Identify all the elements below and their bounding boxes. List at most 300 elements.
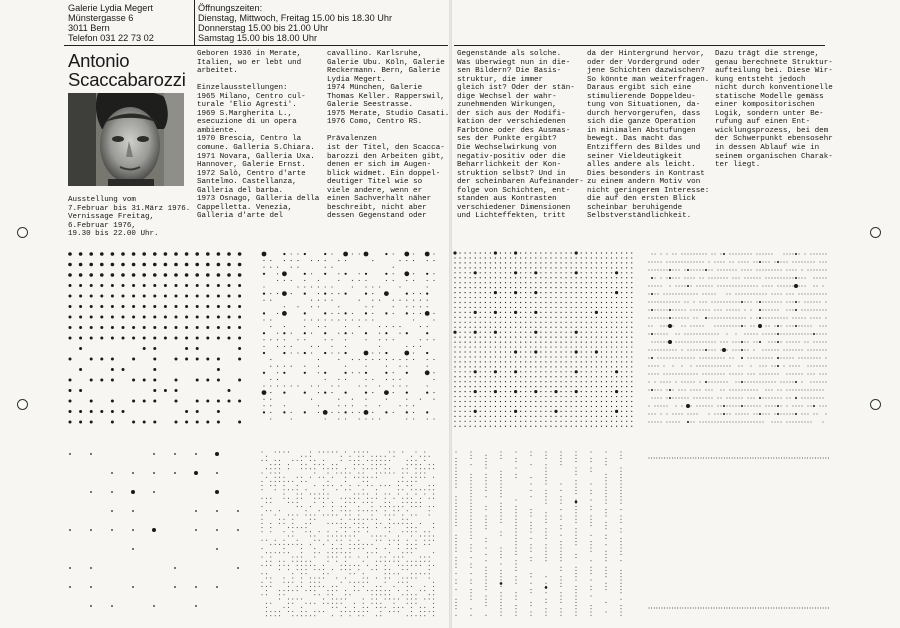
pattern-dot <box>143 284 146 287</box>
pattern-dot <box>394 603 395 604</box>
pattern-dot <box>376 460 377 461</box>
pattern-dot <box>596 401 597 402</box>
pattern-dot <box>270 473 271 474</box>
pattern-dot <box>341 506 342 507</box>
hours-line: Dienstag, Mittwoch, Freitag 15.00 bis 18.30 Uhr <box>198 13 393 23</box>
pattern-dot <box>748 334 749 335</box>
pattern-dot <box>550 411 551 412</box>
pattern-dot <box>712 318 713 319</box>
pattern-dot <box>490 361 491 362</box>
pattern-dot <box>606 576 607 577</box>
pattern-dot <box>367 611 368 612</box>
pattern-dot <box>561 586 562 587</box>
pattern-dot <box>385 510 386 511</box>
pattern-dot <box>601 366 602 367</box>
pattern-dot <box>365 306 366 307</box>
pattern-dot <box>283 253 285 255</box>
pattern-dot <box>480 396 481 397</box>
pattern-dot <box>520 337 521 338</box>
pattern-dot <box>465 381 466 382</box>
pattern-dot <box>350 615 351 616</box>
pattern-dot <box>367 531 368 532</box>
pattern-dot <box>621 471 622 472</box>
pattern-dot <box>591 411 592 412</box>
pattern-dot <box>700 398 701 399</box>
pattern-dot <box>328 485 329 486</box>
pattern-dot <box>359 412 360 413</box>
pattern-dot <box>545 282 546 283</box>
pattern-dot <box>470 317 471 318</box>
pattern-dot <box>520 361 521 362</box>
pattern-dot <box>475 406 476 407</box>
pattern-dot <box>742 422 743 423</box>
pattern-dot <box>659 458 660 459</box>
pattern-dot <box>505 337 506 338</box>
pattern-dot <box>323 515 324 516</box>
pattern-dot <box>695 608 696 609</box>
pattern-dot <box>490 346 491 347</box>
pattern-dot <box>480 342 481 343</box>
pattern-dot <box>546 583 547 584</box>
pattern-dot <box>485 277 486 278</box>
pattern-dot <box>790 278 791 279</box>
pattern-dot <box>367 481 368 482</box>
pattern-dot <box>365 392 367 394</box>
pattern-dot <box>712 286 713 287</box>
pattern-dot <box>153 263 157 267</box>
pattern-dot <box>757 406 758 407</box>
pattern-dot <box>655 262 656 263</box>
pattern-dot <box>501 580 502 581</box>
pattern-dot <box>576 605 577 606</box>
pattern-dot <box>745 350 746 351</box>
pattern-dot <box>682 374 683 375</box>
pattern-dot <box>571 426 572 427</box>
pattern-dot <box>576 356 577 357</box>
pattern-dot <box>505 381 506 382</box>
pattern-dot <box>292 599 293 600</box>
pattern-dot <box>781 608 782 609</box>
pattern-dot <box>319 510 320 511</box>
pattern-dot <box>682 414 683 415</box>
pattern-dot <box>679 358 680 359</box>
pattern-dot <box>206 295 209 298</box>
pattern-dot <box>386 366 387 367</box>
pattern-dot <box>721 414 722 415</box>
pattern-dot <box>530 342 531 343</box>
pattern-dot <box>402 468 403 469</box>
pattern-dot <box>490 342 491 343</box>
pattern-dot <box>367 552 368 553</box>
pattern-dot <box>673 318 674 319</box>
pattern-dot <box>545 277 546 278</box>
pattern-dot <box>727 294 728 295</box>
pattern-dot <box>621 548 622 549</box>
pattern-dot <box>535 327 536 328</box>
pattern-dot <box>318 306 319 307</box>
pattern-dot <box>571 401 572 402</box>
pattern-dot <box>238 252 242 256</box>
pattern-dot <box>626 426 627 427</box>
pattern-dot <box>601 292 602 293</box>
pattern-dot <box>490 332 491 333</box>
pattern-dot <box>470 351 471 352</box>
pattern-dot <box>318 405 319 406</box>
pattern-dot <box>606 411 607 412</box>
pattern-dot <box>694 318 695 319</box>
pattern-dot <box>817 398 818 399</box>
pattern-dot <box>814 262 815 263</box>
pattern-dot <box>237 567 239 569</box>
pattern-dot <box>89 252 93 256</box>
pattern-dot <box>591 458 592 459</box>
pattern-dot <box>525 282 526 283</box>
pattern-dot <box>727 334 728 335</box>
pattern-dot <box>516 554 517 555</box>
pattern-dot <box>596 332 597 333</box>
pattern-dot <box>677 608 678 609</box>
pattern-dot <box>586 277 587 278</box>
pattern-dot <box>402 477 403 478</box>
pattern-dot <box>394 557 395 558</box>
pattern-dot <box>282 291 287 296</box>
pattern-dot <box>288 468 289 469</box>
pattern-dot <box>206 421 209 424</box>
pattern-dot <box>174 252 178 256</box>
pattern-dot <box>561 509 562 510</box>
pattern-dot <box>490 292 491 293</box>
pattern-dot <box>367 557 368 558</box>
pattern-dot <box>277 313 278 314</box>
pattern-dot <box>545 351 546 352</box>
pattern-dot <box>525 267 526 268</box>
pattern-dot <box>314 611 315 612</box>
pattern-dot <box>314 494 315 495</box>
pattern-dot <box>217 358 220 361</box>
pattern-dot <box>319 586 320 587</box>
pattern-dot <box>413 260 414 261</box>
pattern-dot <box>424 536 425 537</box>
pattern-dot <box>490 421 491 422</box>
pattern-dot <box>566 401 567 402</box>
pattern-dot <box>262 485 263 486</box>
pattern-dot <box>416 565 417 566</box>
pattern-dot <box>700 254 701 255</box>
pattern-dot <box>808 406 809 407</box>
pattern-dot <box>576 586 577 587</box>
hours-line: Donnerstag 15.00 bis 21.00 Uhr <box>198 23 329 33</box>
pattern-dot <box>314 473 315 474</box>
pattern-dot <box>345 366 346 367</box>
pattern-dot <box>759 341 761 343</box>
pattern-dot <box>796 374 797 375</box>
pattern-dot <box>751 318 752 319</box>
pattern-dot <box>820 318 821 319</box>
pattern-dot <box>385 607 386 608</box>
pattern-dot <box>787 310 788 311</box>
pattern-dot <box>795 309 797 311</box>
pattern-dot <box>596 376 597 377</box>
pattern-dot <box>758 608 759 609</box>
pattern-dot <box>596 272 597 273</box>
pattern-dot <box>475 267 476 268</box>
pattern-dot <box>284 485 285 486</box>
pattern-dot <box>90 316 93 319</box>
text-line: turale 'Elio Agresti'. <box>197 101 297 110</box>
pattern-dot <box>811 326 812 327</box>
pattern-dot <box>676 414 677 415</box>
pattern-dot <box>266 460 267 461</box>
pattern-dot <box>363 519 364 520</box>
pattern-dot <box>350 582 351 583</box>
pattern-dot <box>721 374 722 375</box>
pattern-dot <box>515 381 516 382</box>
text-line: 1975 Merate, Studio Casati. <box>327 109 450 118</box>
pattern-dot <box>501 612 502 613</box>
pattern-dot <box>288 452 289 453</box>
pattern-dot <box>700 422 701 423</box>
pattern-dot <box>810 608 811 609</box>
pattern-dot <box>685 278 686 279</box>
pattern-dot <box>566 386 567 387</box>
pattern-dot <box>530 416 531 417</box>
pattern-dot <box>676 254 677 255</box>
text-line: cavallino. Karlsruhe, <box>327 50 423 58</box>
pattern-dot <box>591 361 592 362</box>
pattern-dot <box>540 386 541 387</box>
text-line: Selbstverständlichkeit. <box>587 212 692 221</box>
pattern-dot <box>297 494 298 495</box>
pattern-dot <box>688 334 689 335</box>
pattern-dot <box>324 352 326 354</box>
text-line: 6.Februar 1976, <box>68 221 136 230</box>
pattern-dot <box>332 594 333 595</box>
pattern-dot <box>407 494 408 495</box>
pattern-dot <box>143 305 146 308</box>
pattern-dot <box>406 405 407 406</box>
pattern-dot <box>606 337 607 338</box>
pattern-dot <box>365 372 367 374</box>
pattern-dot <box>354 544 355 545</box>
pattern-dot <box>694 262 695 263</box>
pattern-dot <box>703 422 704 423</box>
pattern-dot <box>581 292 582 293</box>
pattern-dot <box>715 294 716 295</box>
pattern-dot <box>621 580 622 581</box>
pattern-dot <box>626 302 627 303</box>
pattern-dot <box>797 608 798 609</box>
pattern-dot <box>736 398 737 399</box>
pattern-dot <box>820 302 821 303</box>
pattern-dot <box>772 302 773 303</box>
pattern-dot <box>270 379 271 380</box>
pattern-dot <box>703 350 704 351</box>
pattern-dot <box>465 277 466 278</box>
pattern-dot <box>206 273 210 277</box>
pattern-dot <box>454 257 455 258</box>
pattern-dot <box>606 583 607 584</box>
text-line: der Schwerpunkt ebensosehr <box>715 135 833 144</box>
pattern-dot <box>500 346 501 347</box>
pattern-dot <box>741 405 743 407</box>
pattern-dot <box>69 337 72 340</box>
pattern-dot <box>591 589 592 590</box>
pattern-dot <box>122 326 125 329</box>
pattern-dot <box>676 334 677 335</box>
pattern-dot <box>817 302 818 303</box>
pattern-dot <box>571 272 572 273</box>
pattern-dot <box>301 506 302 507</box>
pattern-dot <box>611 386 612 387</box>
text-line: deutiger Titel wie so <box>327 178 423 187</box>
pattern-dot <box>820 398 821 399</box>
pattern-dot <box>411 548 412 549</box>
pattern-dot <box>407 531 408 532</box>
pattern-dot <box>550 307 551 308</box>
text-line: der sich aus der Modifi- <box>457 109 566 118</box>
pattern-dot <box>413 418 414 419</box>
pattern-dot <box>470 406 471 407</box>
pattern-dot <box>826 310 827 311</box>
pattern-dot <box>581 356 582 357</box>
pattern-dot <box>826 270 827 271</box>
pattern-dot <box>500 401 501 402</box>
pattern-dot <box>649 294 650 295</box>
pattern-dot <box>775 302 776 303</box>
pattern-dot <box>682 326 683 327</box>
pattern-dot <box>576 509 577 510</box>
pattern-dot <box>336 607 337 608</box>
pattern-dot <box>433 392 434 393</box>
pattern-dot <box>402 569 403 570</box>
pattern-dot <box>703 262 704 263</box>
pattern-dot <box>311 306 312 307</box>
pattern-dot <box>301 582 302 583</box>
text-line: in minimalen Abstufungen <box>587 126 696 135</box>
pattern-dot <box>531 509 532 510</box>
pattern-dot <box>424 557 425 558</box>
pattern-dot <box>358 523 359 524</box>
pattern-dot <box>790 294 791 295</box>
pattern-dot <box>263 411 265 413</box>
pattern-dot <box>606 376 607 377</box>
pattern-dot <box>611 302 612 303</box>
pattern-dot <box>465 332 466 333</box>
pattern-dot <box>262 565 263 566</box>
pattern-dot <box>566 337 567 338</box>
pattern-dot <box>279 473 280 474</box>
pattern-dot <box>470 282 471 283</box>
pattern-dot <box>352 372 353 373</box>
pattern-dot <box>490 411 491 412</box>
pattern-dot <box>164 273 168 277</box>
pattern-dot <box>805 422 806 423</box>
text-line <box>327 127 449 136</box>
pattern-dot <box>433 319 434 320</box>
pattern-dot <box>688 414 689 415</box>
pattern-dot <box>807 608 808 609</box>
pattern-dot <box>596 277 597 278</box>
pattern-dot <box>363 582 364 583</box>
pattern-dot <box>560 297 561 298</box>
pattern-dot <box>385 515 386 516</box>
pattern-dot <box>661 326 662 327</box>
pattern-dot <box>673 262 674 263</box>
pattern-dot <box>566 361 567 362</box>
pattern-dot <box>363 607 364 608</box>
pattern-dot <box>424 544 425 545</box>
pattern-dot <box>514 311 517 314</box>
pattern-dot <box>820 294 821 295</box>
pattern-dot <box>545 421 546 422</box>
pattern-dot <box>470 337 471 338</box>
pattern-dot <box>338 379 339 380</box>
pattern-dot <box>331 313 332 314</box>
pattern-dot <box>649 310 650 311</box>
pattern-dot <box>471 528 472 529</box>
pattern-dot <box>793 374 794 375</box>
pattern-dot <box>812 608 813 609</box>
pattern-dot <box>775 398 776 399</box>
pattern-dot <box>505 376 506 377</box>
pattern-dot <box>739 422 740 423</box>
pattern-dot <box>358 548 359 549</box>
pattern-dot <box>745 458 746 459</box>
pattern-dot <box>733 350 734 351</box>
pattern-dot <box>480 302 481 303</box>
pattern-dot <box>510 317 511 318</box>
pattern-dot <box>535 376 536 377</box>
pattern-dot <box>301 565 302 566</box>
pattern-dot <box>500 252 501 253</box>
pattern-dot <box>338 385 339 386</box>
text-line: struktion selbst? Und in <box>457 169 566 178</box>
pattern-dot <box>292 561 293 562</box>
pattern-dot <box>122 337 125 340</box>
pattern-dot <box>813 405 815 407</box>
pattern-dot <box>530 361 531 362</box>
pattern-dot <box>494 370 497 373</box>
pattern-dot <box>263 273 265 275</box>
pattern-dot <box>576 376 577 377</box>
pattern-dot <box>820 458 821 459</box>
pattern-dot <box>682 254 683 255</box>
pattern-dot <box>693 458 694 459</box>
pattern-dot <box>304 339 305 340</box>
pattern-dot <box>263 405 264 406</box>
pattern-dot <box>626 411 627 412</box>
pattern-dot <box>465 371 466 372</box>
pattern-dot <box>571 376 572 377</box>
pattern-dot <box>576 596 577 597</box>
pattern-dot <box>111 510 113 512</box>
pattern-dot <box>550 292 551 293</box>
pattern-dot <box>490 262 491 263</box>
pattern-dot <box>555 272 556 273</box>
pattern-dot <box>471 557 472 558</box>
pattern-dot <box>794 458 795 459</box>
pattern-dot <box>459 396 460 397</box>
pattern-dot <box>664 326 665 327</box>
pattern-dot <box>757 334 758 335</box>
pattern-dot <box>291 346 292 347</box>
pattern-dot <box>766 390 767 391</box>
pattern-dot <box>652 342 653 343</box>
text-line: Cappelletta. Venezia, <box>197 203 293 212</box>
pattern-dot <box>365 366 366 367</box>
pattern-dot <box>306 565 307 566</box>
pattern-dot <box>545 416 546 417</box>
